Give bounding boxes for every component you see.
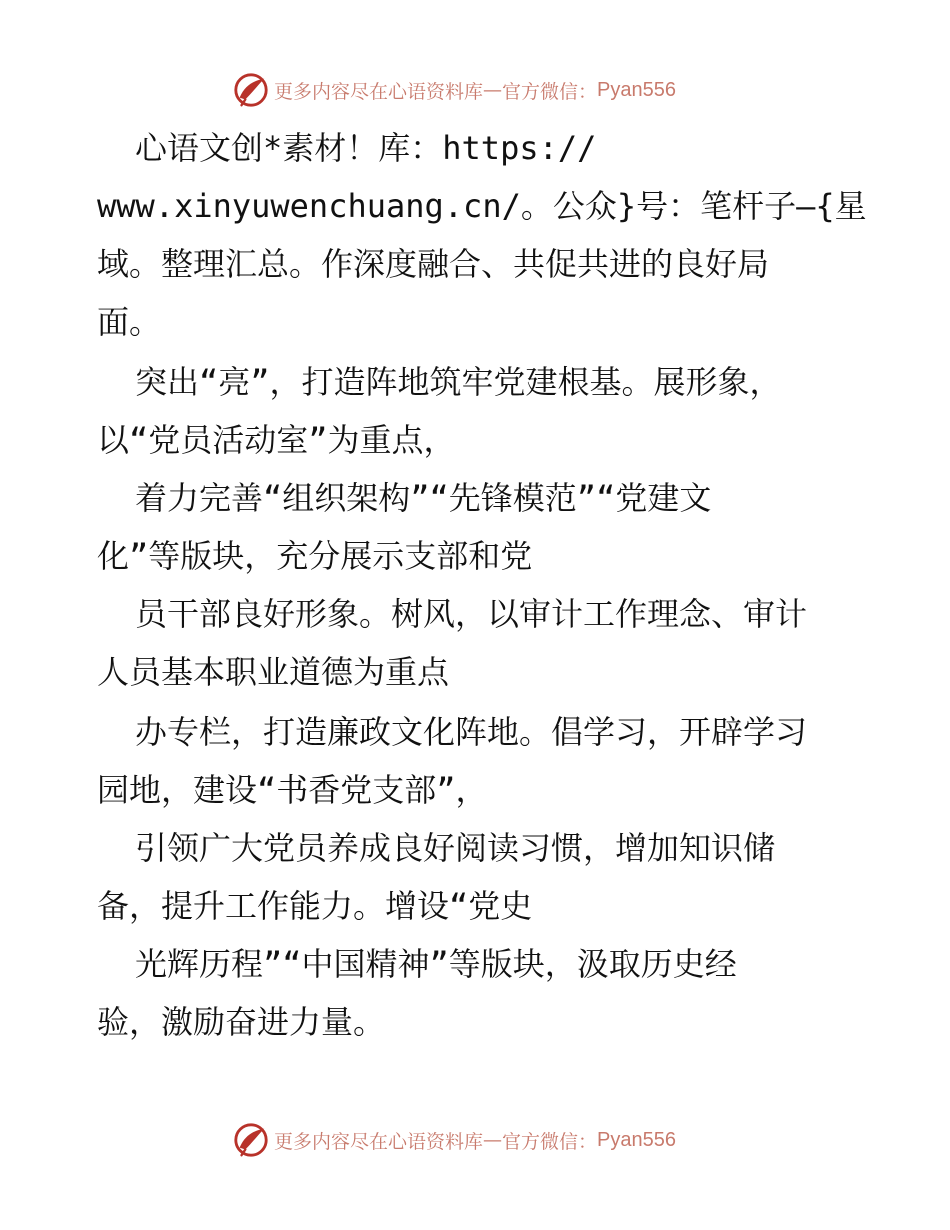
body-line: 人员基本职业道德为重点: [97, 653, 450, 691]
body-line: 员干部良好形象。树风，以审计工作理念、审计: [135, 595, 808, 633]
banner-wechat-id: Pyan556: [597, 78, 676, 101]
brand-logo-icon: [232, 71, 270, 109]
footer-banner: [232, 1120, 676, 1160]
banner-wechat-label: 官方微信：: [502, 80, 598, 103]
banner-title: 更多内容尽在心语资料库: [274, 1130, 484, 1153]
body-line: 面。: [97, 303, 162, 341]
body-line: 域。整理汇总。作深度融合、共促共进的良好局: [97, 245, 770, 283]
body-line: 以“党员活动室”为重点，: [97, 421, 456, 459]
body-line: 办专栏，打造廉政文化阵地。倡学习，开辟学习: [135, 713, 808, 751]
body-line: 备，提升工作能力。增设“党史: [97, 887, 533, 925]
body-line: 光辉历程”“中国精神”等版块，汲取历史经: [135, 945, 737, 983]
body-line: 心语文创*素材！库：https://: [135, 129, 597, 167]
body-line: 园地，建设“书香党支部”，: [97, 771, 488, 809]
banner-wechat-id: Pyan556: [597, 1128, 676, 1151]
body-line: 化”等版块，充分展示支部和党: [97, 537, 533, 575]
banner-separator: —: [483, 1129, 503, 1151]
body-line: 突出“亮”，打造阵地筑牢党建根基。展形象，: [135, 363, 782, 401]
header-banner: [232, 70, 676, 110]
brand-logo-icon: [232, 1121, 270, 1159]
banner-wechat-label: 官方微信：: [502, 1130, 598, 1153]
banner-title: 更多内容尽在心语资料库: [274, 80, 484, 103]
body-line: 验，激励奋进力量。: [97, 1003, 386, 1041]
banner-separator: —: [483, 79, 503, 101]
body-line: 引领广大党员养成良好阅读习惯，增加知识储: [135, 829, 776, 867]
body-line: www.xinyuwenchuang.cn/。公众}号：笔杆子—{星: [97, 187, 867, 225]
body-line: 着力完善“组织架构”“先锋模范”“党建文: [135, 479, 712, 517]
